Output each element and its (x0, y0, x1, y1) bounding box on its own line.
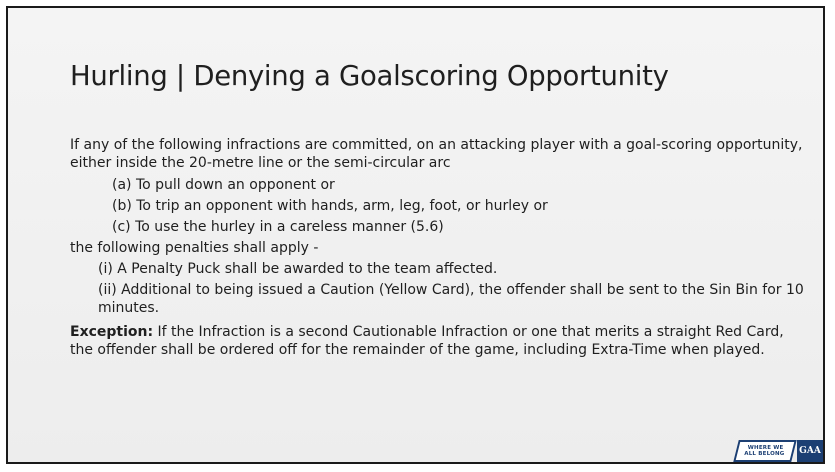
slogan-line-1: WHERE WE (747, 445, 784, 451)
penalty-item: (i) A Penalty Puck shall be awarded to the team affected. (98, 261, 498, 277)
exception-label: Exception: (70, 324, 154, 340)
intro-text: If any of the following infractions are committed, on an attacking player with a goal-scoring opportunity, either inside the 20-metre line or the semi-circular arc (70, 137, 803, 171)
infraction-item: (a) To pull down an opponent or (112, 177, 335, 193)
gaa-mark: GAA (797, 440, 823, 462)
slide-body (70, 136, 810, 359)
penalty-item: (ii) Additional to being issued a Caution (Yellow Card), the offender shall be sent to the Sin Bin for 10 minutes. (98, 282, 804, 316)
exception-text (70, 323, 810, 359)
slogan-line-2: ALL BELONG (744, 451, 785, 457)
exception-body: If the Infraction is a second Cautionable Infraction or one that merits a straight Red Card, the offender shall be ordered off for the remainder of the game, including Extra-Time when played. (70, 324, 784, 358)
penalties-lead: the following penalties shall apply - (70, 240, 319, 256)
infraction-item: (b) To trip an opponent with hands, arm, leg, foot, or hurley or (112, 198, 548, 214)
gaa-logo (736, 440, 824, 462)
slogan-badge (733, 440, 796, 462)
infraction-item: (c) To use the hurley in a careless manner (5.6) (112, 219, 444, 235)
slide (6, 6, 825, 464)
slide-title: Hurling | Denying a Goalscoring Opportunity (70, 60, 669, 92)
